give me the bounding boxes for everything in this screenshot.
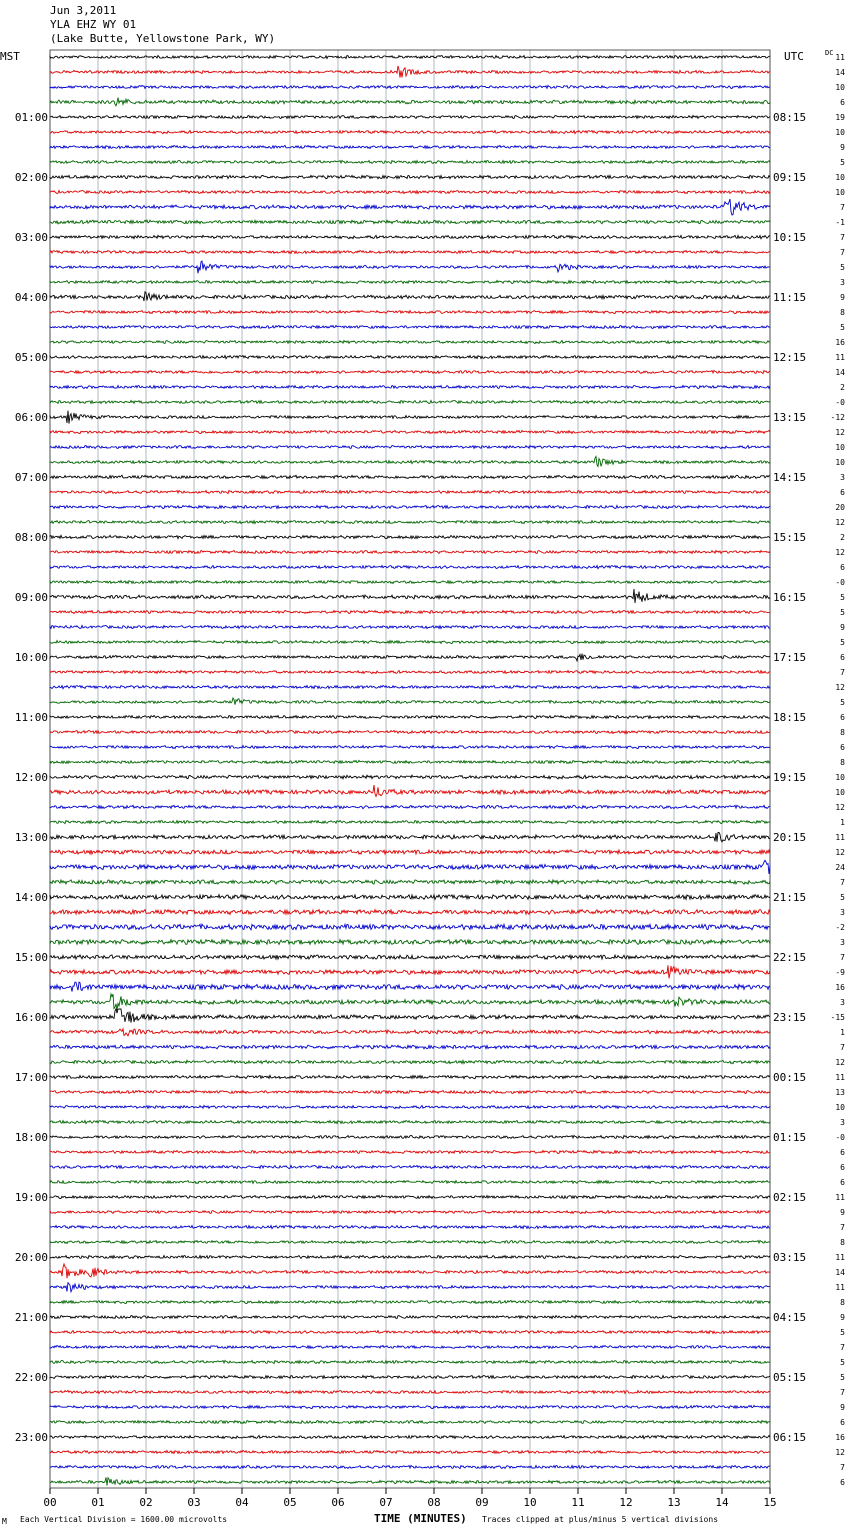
seismic-trace [50,1211,770,1214]
seismic-trace [50,146,770,149]
seismic-trace [50,654,770,661]
dc-offset-value: 8 [840,308,845,317]
dc-offset-value: 7 [840,1043,845,1052]
left-hour-label: 08:00 [14,531,48,544]
left-hour-label: 15:00 [14,951,48,964]
seismic-trace [50,924,770,930]
x-tick-label: 02 [139,1496,153,1509]
dc-offset-header: DC [825,49,834,57]
left-hour-label: 01:00 [14,111,48,124]
seismic-trace [50,235,770,238]
dc-offset-value: -15 [830,1013,845,1022]
seismic-trace [50,116,770,119]
left-hour-label: 05:00 [14,351,48,364]
right-hour-label: 03:15 [773,1251,807,1264]
dc-offset-value: 11 [835,1193,845,1202]
dc-offset-value: 12 [835,518,845,527]
seismic-trace [50,1421,770,1424]
seismic-trace [50,785,770,796]
seismic-trace [50,281,770,284]
dc-offset-value: 7 [840,668,845,677]
left-timezone-label: MST [0,50,20,63]
dc-offset-value: 10 [835,443,845,452]
seismic-trace [50,965,770,978]
seismic-trace [50,1436,770,1439]
x-tick-label: 00 [43,1496,57,1509]
seismic-trace [50,940,770,945]
right-hour-label: 16:15 [773,591,807,604]
seismic-trace [50,220,770,224]
seismic-trace [50,490,770,493]
seismic-trace [50,1135,770,1138]
dc-offset-value: 7 [840,233,845,242]
seismic-trace [50,311,770,314]
left-hour-label: 02:00 [14,171,48,184]
seismic-trace [50,1121,770,1124]
dc-offset-value: 6 [840,488,845,497]
dc-offset-value: 2 [840,383,845,392]
seismic-trace [50,641,770,644]
dc-offset-value: 16 [835,983,845,992]
seismic-trace [50,251,770,254]
dc-offset-value: 12 [835,1058,845,1067]
seismic-trace [50,821,770,824]
seismic-trace [50,611,770,614]
seismic-trace [50,1106,770,1109]
dc-offset-value: 9 [840,143,845,152]
left-hour-label: 06:00 [14,411,48,424]
seismic-trace [50,731,770,734]
seismic-trace [50,86,770,89]
dc-offset-value: 5 [840,1373,845,1382]
dc-offset-value: 12 [835,1448,845,1457]
dc-offset-value: 14 [835,1268,845,1277]
seismic-trace [50,356,770,359]
dc-offset-value: 10 [835,188,845,197]
x-tick-label: 14 [715,1496,729,1509]
left-hour-label: 17:00 [14,1071,48,1084]
dc-offset-value: 7 [840,1388,845,1397]
dc-offset-value: 11 [835,353,845,362]
seismic-trace [50,386,770,389]
seismic-trace [50,860,770,874]
dc-offset-value: 9 [840,1208,845,1217]
left-hour-label: 19:00 [14,1191,48,1204]
seismic-trace [50,131,770,134]
right-hour-label: 02:15 [773,1191,807,1204]
left-hour-label: 16:00 [14,1011,48,1024]
x-tick-label: 06 [331,1496,345,1509]
dc-offset-value: 19 [835,113,845,122]
dc-offset-value: 11 [835,1253,845,1262]
left-hour-label: 03:00 [14,231,48,244]
dc-offset-value: 10 [835,83,845,92]
seismic-trace [50,1451,770,1454]
right-hour-label: 08:15 [773,111,807,124]
dc-offset-value: 3 [840,473,845,482]
seismic-trace [50,1090,770,1093]
seismic-trace [50,850,770,854]
dc-offset-value: 3 [840,1118,845,1127]
dc-offset-value: 9 [840,623,845,632]
right-timezone-label: UTC [784,50,804,63]
dc-offset-value: 10 [835,773,845,782]
dc-offset-value: 8 [840,758,845,767]
seismic-trace [50,982,770,991]
dc-offset-value: 10 [835,128,845,137]
dc-offset-value: 7 [840,953,845,962]
left-hour-label: 22:00 [14,1371,48,1384]
seismic-trace [50,1166,770,1169]
dc-offset-value: 5 [840,1358,845,1367]
right-hour-label: 04:15 [773,1311,807,1324]
seismic-trace [50,1029,770,1036]
left-hour-label: 14:00 [14,891,48,904]
dc-offset-value: -1 [835,218,845,227]
seismic-trace [50,1264,770,1278]
dc-offset-value: -12 [830,413,845,422]
dc-offset-value: 6 [840,653,845,662]
seismic-trace [50,430,770,433]
dc-offset-value: 7 [840,203,845,212]
seismic-trace [50,698,770,705]
seismic-trace [50,1376,770,1379]
dc-offset-value: 3 [840,998,845,1007]
dc-offset-value: 8 [840,1298,845,1307]
dc-offset-value: 5 [840,263,845,272]
left-hour-label: 07:00 [14,471,48,484]
x-tick-label: 08 [427,1496,441,1509]
scale-note: Each Vertical Division = 1600.00 microvolts [20,1515,228,1524]
dc-offset-value: 6 [840,98,845,107]
seismic-trace [50,1181,770,1184]
left-hour-label: 18:00 [14,1131,48,1144]
seismic-trace [50,175,770,178]
seismic-trace [50,716,770,719]
right-hour-label: 23:15 [773,1011,807,1024]
dc-offset-value: 5 [840,608,845,617]
seismic-trace [50,370,770,373]
x-tick-label: 09 [475,1496,489,1509]
right-hour-label: 09:15 [773,171,807,184]
seismic-trace [50,446,770,449]
right-hour-label: 19:15 [773,771,807,784]
right-hour-label: 05:15 [773,1371,807,1384]
seismic-trace [50,199,770,215]
seismic-trace [50,1391,770,1394]
seismic-trace [50,1075,770,1078]
left-hour-label: 09:00 [14,591,48,604]
seismic-trace [50,261,770,273]
dc-offset-value: 14 [835,68,845,77]
dc-offset-value: 1 [840,1028,845,1037]
dc-offset-value: 8 [840,1238,845,1247]
seismic-trace [50,66,770,78]
dc-offset-value: 5 [840,323,845,332]
dc-offset-value: 12 [835,548,845,557]
dc-offset-value: 3 [840,938,845,947]
dc-offset-value: 12 [835,683,845,692]
right-hour-label: 17:15 [773,651,807,664]
dc-offset-value: 8 [840,728,845,737]
left-hour-label: 04:00 [14,291,48,304]
seismic-trace [50,98,770,106]
dc-offset-value: 5 [840,698,845,707]
seismic-trace [50,1283,770,1292]
seismic-trace [50,1226,770,1229]
seismic-trace [50,955,770,959]
left-hour-label: 21:00 [14,1311,48,1324]
right-hour-label: 06:15 [773,1431,807,1444]
right-hour-label: 01:15 [773,1131,807,1144]
seismic-trace [50,895,770,900]
x-tick-label: 04 [235,1496,249,1509]
seismic-trace [50,994,770,1010]
seismic-trace [50,671,770,674]
x-tick-label: 10 [523,1496,537,1509]
x-tick-label: 13 [667,1496,681,1509]
clip-note: Traces clipped at plus/minus 5 vertical divisions [482,1515,719,1524]
left-hour-label: 11:00 [14,711,48,724]
seismic-trace [50,566,770,569]
dc-offset-value: -0 [835,1133,845,1142]
seismic-trace [50,506,770,509]
dc-offset-value: 7 [840,878,845,887]
dc-offset-value: -2 [835,923,845,932]
seismic-trace [50,475,770,478]
dc-offset-value: 3 [840,278,845,287]
dc-offset-value: 6 [840,1163,845,1172]
dc-offset-value: 6 [840,563,845,572]
left-hour-label: 10:00 [14,651,48,664]
dc-offset-value: 13 [835,1088,845,1097]
right-hour-label: 15:15 [773,531,807,544]
x-tick-label: 15 [763,1496,777,1509]
seismic-trace [50,401,770,404]
seismic-trace [50,191,770,194]
right-hour-label: 21:15 [773,891,807,904]
dc-offset-value: 7 [840,1463,845,1472]
right-hour-label: 22:15 [773,951,807,964]
dc-offset-value: 1 [840,818,845,827]
dc-offset-value: 12 [835,848,845,857]
x-tick-label: 12 [619,1496,633,1509]
left-hour-label: 20:00 [14,1251,48,1264]
seismic-trace [50,1331,770,1334]
left-hour-label: 12:00 [14,771,48,784]
dc-offset-value: -0 [835,578,845,587]
dc-offset-value: 9 [840,293,845,302]
left-hour-label: 13:00 [14,831,48,844]
x-axis-title: TIME (MINUTES) [374,1512,467,1525]
seismic-trace [50,1195,770,1198]
x-tick-label: 05 [283,1496,297,1509]
seismic-trace [50,1300,770,1303]
seismic-trace [50,1346,770,1349]
seismic-trace [50,1316,770,1319]
station-location: (Lake Butte, Yellowstone Park, WY) [50,32,276,45]
seismic-trace [50,1477,770,1485]
right-hour-label: 14:15 [773,471,807,484]
seismic-trace [50,1405,770,1408]
seismic-trace [50,325,770,328]
x-tick-label: 03 [187,1496,201,1509]
seismic-trace [50,551,770,554]
seismic-trace [50,626,770,629]
dc-offset-value: 6 [840,713,845,722]
dc-offset-value: 5 [840,893,845,902]
dc-offset-value: 10 [835,788,845,797]
seismic-trace [50,832,770,842]
seismic-trace [50,1045,770,1049]
seismic-trace [50,589,770,603]
dc-offset-value: 6 [840,1478,845,1487]
dc-offset-value: 6 [840,1418,845,1427]
seismic-trace [50,910,770,915]
seismic-trace [50,760,770,763]
seismic-trace [50,292,770,301]
seismic-trace [50,457,770,467]
dc-offset-value: 5 [840,1328,845,1337]
dc-offset-value: 10 [835,458,845,467]
seismic-trace [50,1060,770,1063]
dc-offset-value: 5 [840,593,845,602]
seismic-trace [50,160,770,163]
left-hour-label: 23:00 [14,1431,48,1444]
seismic-trace [50,56,770,59]
dc-offset-value: 6 [840,1178,845,1187]
dc-offset-value: 9 [840,1313,845,1322]
dc-offset-value: 11 [835,1073,845,1082]
seismic-trace [50,1009,770,1023]
dc-offset-value: 6 [840,1148,845,1157]
dc-offset-value: 2 [840,533,845,542]
dc-offset-value: -0 [835,398,845,407]
dc-offset-value: 7 [840,1343,845,1352]
corner-mark: M [2,1517,7,1526]
right-hour-label: 00:15 [773,1071,807,1084]
right-hour-label: 12:15 [773,351,807,364]
right-hour-label: 20:15 [773,831,807,844]
dc-offset-value: 12 [835,803,845,812]
x-tick-label: 11 [571,1496,585,1509]
seismic-trace [50,880,770,884]
dc-offset-value: 10 [835,173,845,182]
dc-offset-value: 16 [835,338,845,347]
seismic-trace [50,341,770,344]
station-code: YLA EHZ WY 01 [50,18,137,31]
plot-date: Jun 3,2011 [50,4,117,17]
seismic-trace [50,1240,770,1243]
dc-offset-value: 6 [840,743,845,752]
seismic-trace [50,805,770,808]
dc-offset-value: 7 [840,248,845,257]
seismic-trace [50,1151,770,1154]
dc-offset-value: 5 [840,638,845,647]
seismic-trace [50,521,770,524]
right-hour-label: 11:15 [773,291,807,304]
seismic-trace [50,1360,770,1363]
seismic-trace [50,581,770,584]
dc-offset-value: 14 [835,368,845,377]
x-tick-label: 01 [91,1496,105,1509]
seismic-trace [50,746,770,749]
dc-offset-value: 11 [835,53,845,62]
right-hour-label: 13:15 [773,411,807,424]
seismic-trace [50,1465,770,1468]
dc-offset-value: 9 [840,1403,845,1412]
seismic-trace [50,535,770,538]
dc-offset-value: 24 [835,863,845,872]
right-hour-label: 18:15 [773,711,807,724]
dc-offset-value: 16 [835,1433,845,1442]
dc-offset-value: 5 [840,158,845,167]
dc-offset-value: 11 [835,833,845,842]
seismic-trace [50,411,770,424]
right-hour-label: 10:15 [773,231,807,244]
seismic-trace [50,775,770,779]
dc-offset-value: 10 [835,1103,845,1112]
dc-offset-value: 12 [835,428,845,437]
dc-offset-value: 7 [840,1223,845,1232]
x-tick-label: 07 [379,1496,393,1509]
dc-offset-value: 3 [840,908,845,917]
seismic-trace [50,1256,770,1259]
dc-offset-value: 20 [835,503,845,512]
dc-offset-value: -9 [835,968,845,977]
seismic-trace [50,686,770,689]
dc-offset-value: 11 [835,1283,845,1292]
